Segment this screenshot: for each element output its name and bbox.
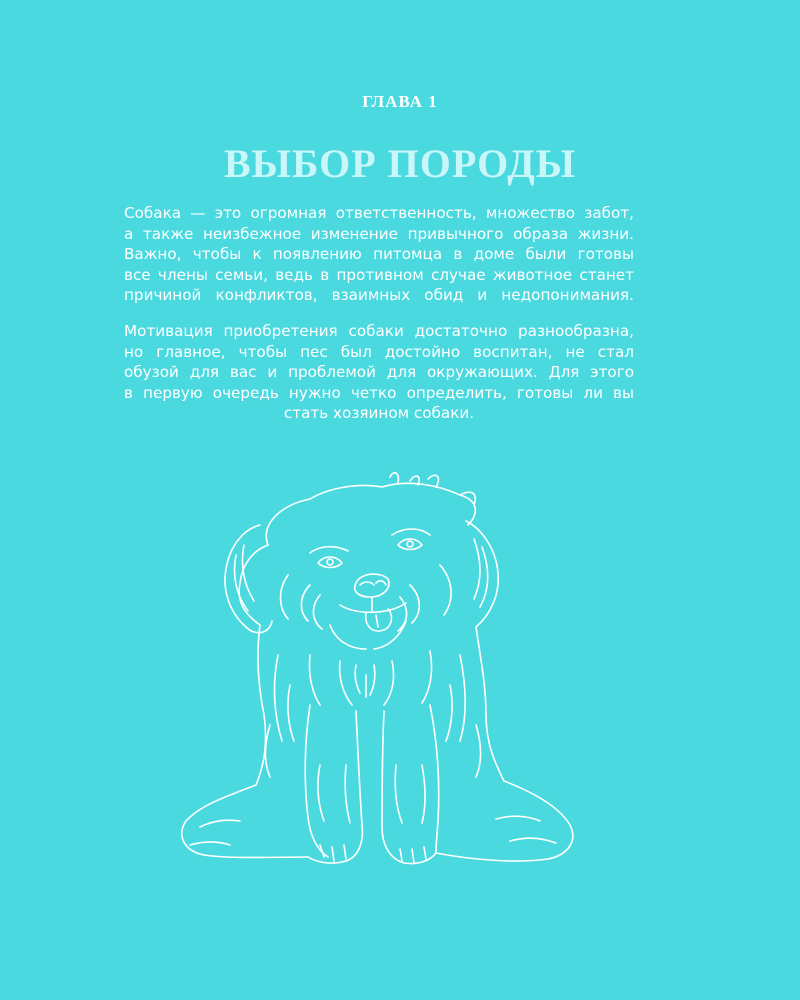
paragraph-2-line: Мотивация приобретения собаки достаточно разнообразна, — [124, 322, 634, 340]
paragraph-2-line: но главное, чтобы пес был достойно воспитан, не стал — [124, 342, 634, 361]
paragraph-2-line: обузой для вас и проблемой для окружающих. Для этого — [124, 363, 634, 381]
paragraph-1-line: все члены семьи, ведь в противном случае животное станет — [124, 265, 634, 284]
paragraph-2-line: в первую очередь нужно четко определить, готовы ли вы — [124, 383, 634, 402]
paragraph-2-line: стать хозяином собаки. — [283, 404, 475, 422]
paragraph-1-line: причиной конфликтов, взаимных обид и недопонимания. — [124, 286, 634, 304]
chapter-label: ГЛАВА 1 — [362, 92, 438, 111]
paragraph-1-line: Важно, чтобы к появлению питомца в доме были готовы — [124, 245, 634, 263]
paragraph-1-line: а также неизбежное изменение привычного образа жизни. — [124, 224, 634, 243]
paragraph-1-line: Собака — это огромная ответственность, множество забот, — [124, 204, 634, 222]
puppy-illustration-icon — [160, 465, 590, 895]
paragraph-2 — [124, 321, 634, 424]
paragraph-1 — [124, 203, 634, 306]
page-title: ВЫБОР ПОРОДЫ — [223, 141, 577, 186]
